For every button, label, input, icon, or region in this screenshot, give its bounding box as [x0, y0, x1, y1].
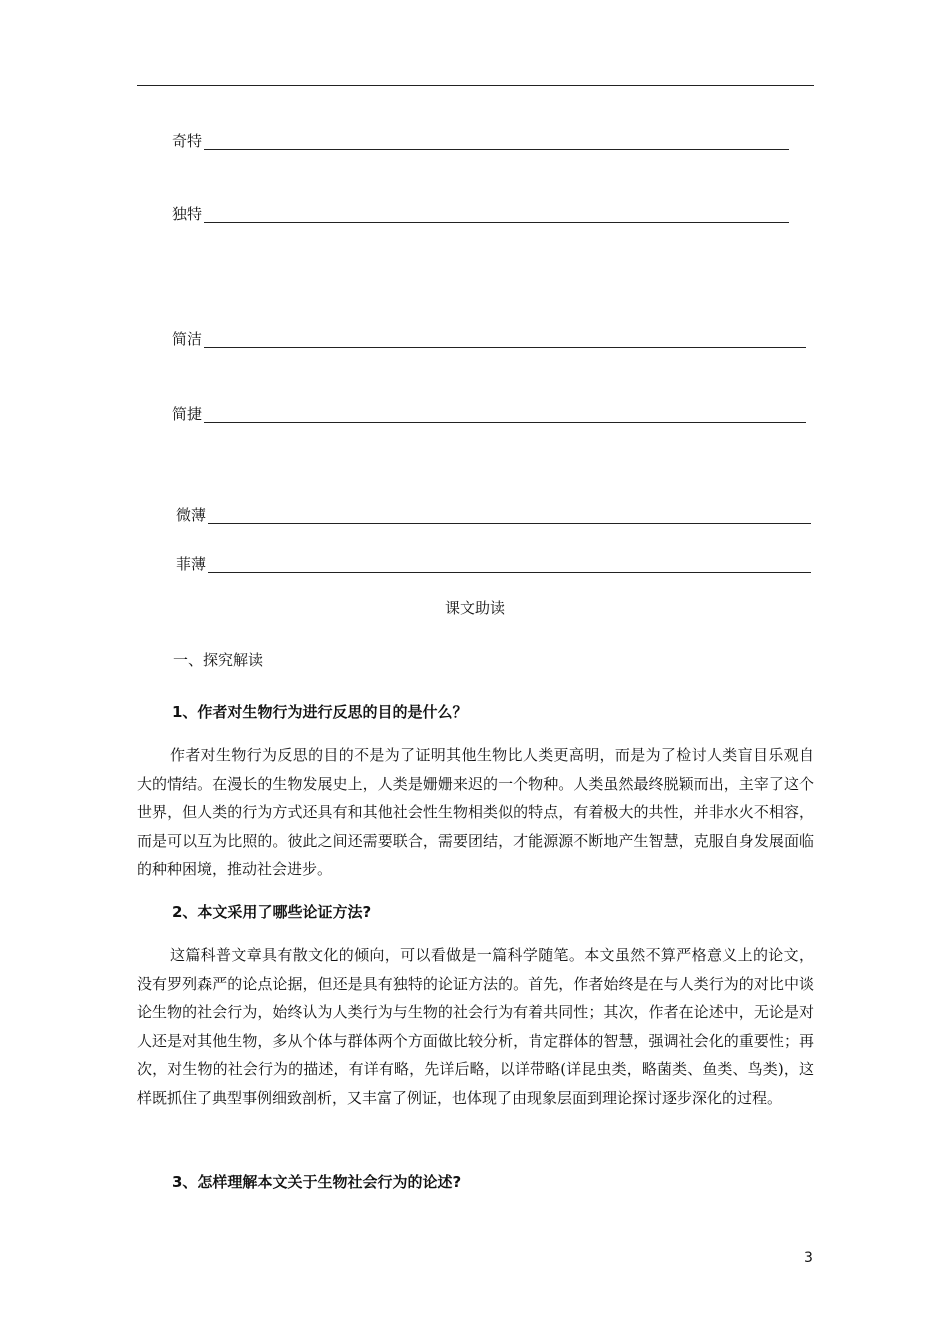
vocab-line-jianjie — [172, 324, 806, 348]
header-rule — [137, 85, 814, 86]
vocab-line-feibo — [176, 549, 811, 573]
answer-blank[interactable] — [204, 135, 789, 150]
answer-blank[interactable] — [208, 558, 811, 573]
section-title: 课文助读 — [444, 599, 505, 617]
page-number: 3 — [804, 1250, 813, 1266]
answer-blank[interactable] — [204, 333, 806, 348]
vocab-label: 菲薄 — [176, 555, 207, 573]
question-3: 3、怎样理解本文关于生物社会行为的论述? — [172, 1173, 462, 1191]
section-subhead: 一、探究解读 — [173, 651, 264, 669]
question-1: 1、作者对生物行为进行反思的目的是什么？ — [172, 703, 468, 721]
question-2: 2、本文采用了哪些论证方法? — [172, 903, 372, 921]
answer-1: 作者对生物行为反思的目的不是为了证明其他生物比人类更高明，而是为了检讨人类盲目乐观自大的情结。在漫长的生物发展史上，人类是姗姗来迟的一个物种。人类虽然最终脱颖而出，主宰了这个世界，但人类的行为方式还具有和其他社会性生物相类似的特点，有着极大的共性，并非水火不相容，而是可以互为比照的。彼此之间还需要联合，需要团结，才能源源不断地产生智慧，克服自身发展面临的种种困境，推动社会进步。 — [137, 746, 814, 878]
answer-blank[interactable] — [204, 208, 789, 223]
vocab-label: 简捷 — [172, 405, 203, 423]
answer-blank[interactable] — [204, 408, 806, 423]
vocab-line-weibo — [176, 500, 811, 524]
vocab-line-jianjie2 — [172, 399, 806, 423]
vocab-label: 奇特 — [172, 132, 203, 150]
vocab-label: 独特 — [172, 205, 203, 223]
answer-blank[interactable] — [208, 509, 811, 524]
vocab-line-dute — [172, 199, 789, 223]
vocab-label: 简洁 — [172, 330, 203, 348]
answer-2: 这篇科普文章具有散文化的倾向，可以看做是一篇科学随笔。本文虽然不算严格意义上的论文，没有罗列森严的论点论据，但还是具有独特的论证方法的。首先，作者始终是在与人类行为的对比中谈论生物的社会行为，始终认为人类行为与生物的社会行为有着共同性；其次，作者在论述中，无论是对人还是对其他生物，多从个体与群体两个方面做比较分析，肯定群体的智慧，强调社会化的重要性；再次，对生物的社会行为的描述，有详有略，先详后略，以详带略(详昆虫类，略菌类、鱼类、鸟类)，这样既抓住了典型事例细致剖析，又丰富了例证，也体现了由现象层面到理论探讨逐步深化的过程。 — [137, 946, 814, 1107]
vocab-line-qite — [172, 126, 789, 150]
vocab-label: 微薄 — [176, 506, 207, 524]
